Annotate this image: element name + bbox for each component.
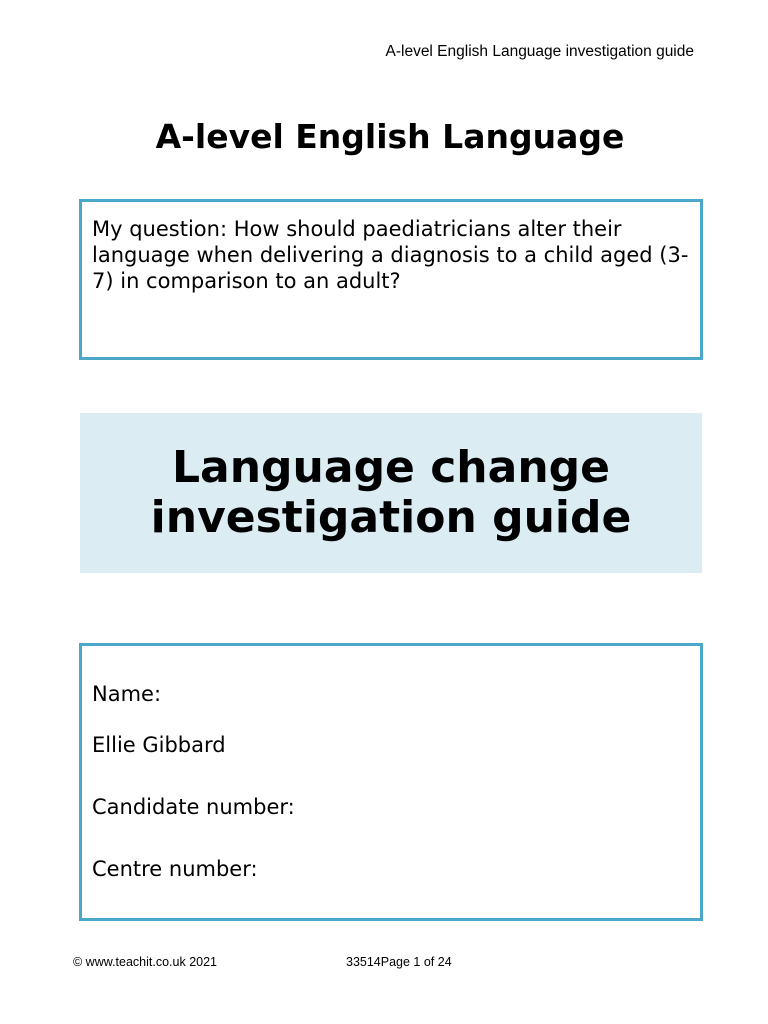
name-value: Ellie Gibbard — [92, 733, 226, 757]
centre-number-label: Centre number: — [92, 857, 258, 881]
question-text: My question: How should paediatricians alter their language when delivering a diagnosis to a child aged (3-7) in comparison to an adult? — [92, 217, 689, 293]
banner-line-1: Language change — [172, 442, 610, 493]
banner-line-2: investigation guide — [150, 492, 632, 543]
name-label: Name: — [92, 682, 162, 706]
footer-copyright: © www.teachit.co.uk 2021 — [73, 955, 218, 969]
footer-page-number: 33514Page 1 of 24 — [346, 955, 452, 969]
running-header: A-level English Language investigation guide — [385, 43, 694, 60]
page-title: A-level English Language — [155, 117, 625, 156]
question-box — [79, 199, 703, 360]
candidate-number-label: Candidate number: — [92, 795, 295, 819]
guide-title-banner — [80, 413, 702, 573]
candidate-info-box — [79, 643, 703, 921]
